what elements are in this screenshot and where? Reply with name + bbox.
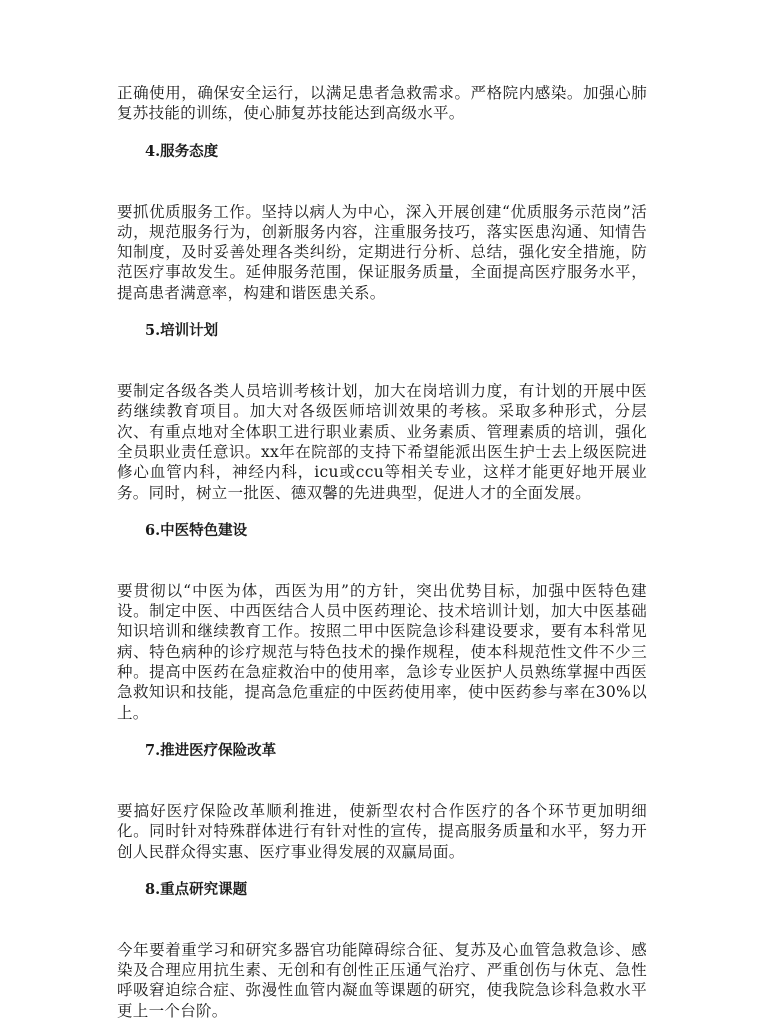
section-heading-research-topics: 8.重点研究课题 — [145, 880, 248, 898]
section-heading-training-plan: 5.培训计划 — [145, 322, 219, 340]
section-heading-service-attitude: 4.服务态度 — [145, 142, 219, 160]
section-heading-tcm-features: 6.中医特色建设 — [145, 521, 248, 539]
section-body-tcm-features: 要贯彻以“中医为体，西医为用”的方针，突出优势目标，加强中医特色建设。制定中医、中西医结合人员中医药理论、技术培训计划，加大中医基础知识培训和继续教育工作。按照二甲中医院急诊科建设要求，要有本科常见病、特色病种的诊疗规范与特色技术的操作规程，使本科规范性文件不少三种。提高中医药在急症救治中的使用率，急诊专业医护人员熟练掌握中西医急救知识和技能，提高急危重症的中医药使用率，使中医药参与率在30%以上。 — [117, 581, 647, 722]
section-body-training-plan: 要制定各级各类人员培训考核计划，加大在岗培训力度，有计划的开展中医药继续教育项目。加大对各级医师培训效果的考核。采取多种形式，分层次、有重点地对全体职工进行职业素质、业务素质、管理素质的培训，强化全员职业责任意识。xx年在院部的支持下希望能派出医生护士去上级医院进修心血管内科，神经内科，icu或ccu等相关专业，这样才能更好地开展业务。同时，树立一批医、德双馨的先进典型，促进人才的全面发展。 — [117, 382, 647, 502]
document-page — [117, 83, 647, 1021]
section-body-insurance-reform: 要搞好医疗保险改革顺利推进，使新型农村合作医疗的各个环节更加明细化。同时针对特殊群体进行有针对性的宣传，提高服务质量和水平，努力开创人民群众得实惠、医疗事业得发展的双赢局面。 — [117, 801, 647, 861]
section-heading-insurance-reform: 7.推进医疗保险改革 — [145, 741, 277, 759]
section-body-research-topics: 今年要着重学习和研究多器官功能障碍综合征、复苏及心血管急救急诊、感染及合理应用抗生素、无创和有创性正压通气治疗、严重创伤与休克、急性呼吸窘迫综合症、弥漫性血管内凝血等课题的研究，使我院急诊科急救水平更上一个台阶。 — [117, 940, 647, 1020]
section-body-service-attitude: 要抓优质服务工作。坚持以病人为中心，深入开展创建“优质服务示范岗”活动，规范服务行为，创新服务内容，注重服务技巧，落实医患沟通、知情告知制度，及时妥善处理各类纠纷，定期进行分析、总结，强化安全措施，防范医疗事故发生。延伸服务范围，保证服务质量，全面提高医疗服务水平，提高患者满意率，构建和谐医患关系。 — [117, 202, 647, 302]
intro-paragraph: 正确使用，确保安全运行，以满足患者急救需求。严格院内感染。加强心肺复苏技能的训练，使心肺复苏技能达到高级水平。 — [117, 84, 647, 123]
